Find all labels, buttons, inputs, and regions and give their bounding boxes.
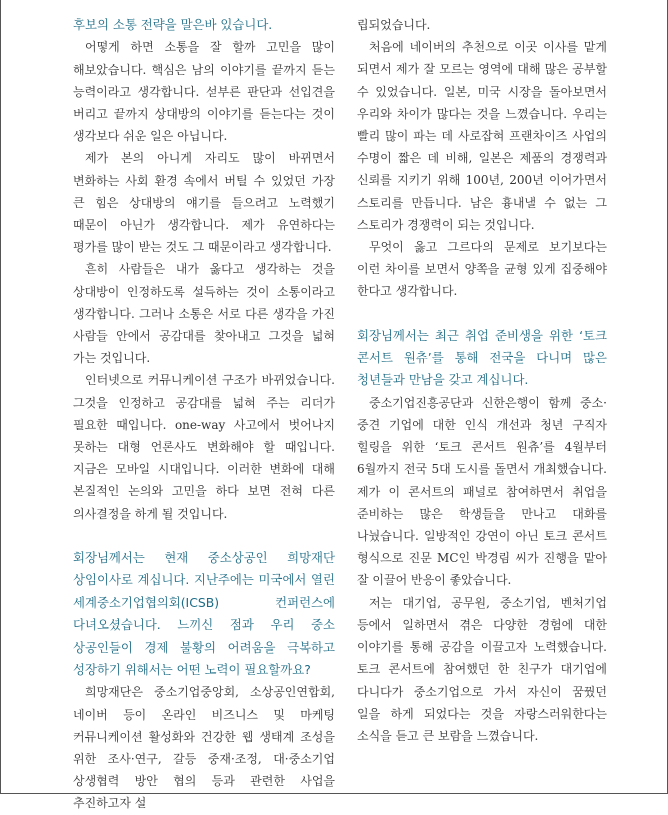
- section-gap: [357, 303, 607, 325]
- section-gap: [73, 525, 335, 547]
- body-paragraph: 희망재단은 중소기업중앙회, 소상공인연합회, 네이버 등이 온라인 비즈니스 및 마케팅 커뮤니케이션 활성화와 건강한 웹 생태계 조성을 위한 조사·연구, 갈등 중재·조정, 대·중소기업 상생협력 방안 협의 등과 관련한 사업을 추진하고자 설: [73, 685, 335, 811]
- interview-question: 회장님께서는 최근 취업 준비생을 위한 ‘토크 콘서트 원츄’를 통해 전국을 다니며 많은 청년들과 만남을 갖고 계십니다.: [357, 327, 607, 388]
- body-paragraph-continuation: 립되었습니다.: [357, 18, 431, 32]
- body-paragraph: 어떻게 하면 소통을 잘 할까 고민을 많이 해보았습니다. 핵심은 남의 이야기를 끝까지 듣는 능력이라고 생각합니다. 섣부른 판단과 선입견을 버리고 끝까지 상대방의 이야기를 듣는다는 것이 생각보다 쉬운 일은 아닙니다.: [73, 40, 335, 144]
- body-paragraph: 제가 본의 아니게 자리도 많이 바뀌면서 변화하는 사회 환경 속에서 버틸 수 있었던 가장 큰 힘은 상대방의 얘기를 들으려고 노력했기 때문이 아닌가 생각합니다. 제가 유연하다는 평가를 많이 받는 것도 그 때문이라고 생각합니다.: [73, 151, 335, 255]
- body-paragraph: 흔히 사람들은 내가 옳다고 생각하는 것을 상대방이 인정하도록 설득하는 것이 소통이라고 생각합니다. 그러나 소통은 서로 다른 생각을 가진 사람들 안에서 공감대를 찾아내고 그것을 넓혀 가는 것입니다.: [73, 262, 335, 366]
- body-paragraph: 인터넷으로 커뮤니케이션 구조가 바뀌었습니다. 그것을 인정하고 공감대를 넓혀 주는 리더가 필요한 때입니다. one-way 사고에서 벗어나지 못하는 대형 언론사도 변화해야 할 때입니다. 지금은 모바일 시대입니다. 이러한 변화에 대해 본질적인 논의와 고민을 하다 보면 전혀 다른 의사결정을 하게 될 것입니다.: [73, 373, 335, 521]
- interview-question: 회장님께서는 현재 중소상공인 희망재단 상임이사로 계십니다. 지난주에는 미국에서 열린 세계중소기업협의회(ICSB) 컨퍼런스에 다녀오셨습니다. 느끼신 점과 우리 중소 상공인들이 경제 불황의 어려움을 극복하고 성장하기 위해서는 어떤 노력이 필요할까요?: [73, 549, 335, 677]
- body-paragraph: 저는 대기업, 공무원, 중소기업, 벤처기업 등에서 일하면서 겪은 다양한 경험에 대한 이야기를 통해 공감을 이끌고자 노력했습니다. 토크 콘서트에 참여했던 한 친구가 대기업에 다니다가 중소기업으로 가서 자신이 꿈꿨던 일을 하게 되었다는 것을 자랑스러워한다는 소식을 듣고 큰 보람을 느꼈습니다.: [357, 595, 607, 743]
- left-column: [73, 14, 335, 815]
- right-column: [357, 14, 607, 747]
- body-paragraph: 중소기업진흥공단과 신한은행이 함께 중소·중견 기업에 대한 인식 개선과 청년 구직자 힐링을 위한 ‘토크 콘서트 원츄’를 4월부터 6월까지 전국 5대 도시를 돌면서 개최했습니다. 제가 이 콘서트의 패널로 참여하면서 취업을 준비하는 많은 학생들을 만나고 대화를 나눴습니다. 일방적인 강연이 아닌 토크 콘서트 형식으로 진문 MC인 박경림 씨가 진행을 맡아 잘 이끌어 반응이 좋았습니다.: [357, 395, 607, 588]
- body-paragraph: 무엇이 옳고 그르다의 문제로 보기보다는 이런 차이를 보면서 양쪽을 균형 있게 집중해야 한다고 생각합니다.: [357, 240, 607, 299]
- body-paragraph: 처음에 네이버의 추천으로 이곳 이사를 맡게 되면서 제가 잘 모르는 영역에 대해 많은 공부할 수 있었습니다. 일본, 미국 시장을 돌아보면서 우리와 차이가 많다는 것을 느꼈습니다. 우리는 빨리 많이 파는 데 사로잡혀 프랜차이즈 사업의 수명이 짧은 데 비해, 일본은 제품의 경쟁력과 신뢰를 지키기 위해 100년, 200년 이어가면서 스토리를 만듭니다. 남은 흉내낼 수 없는 그 스토리가 경쟁력이 되는 것입니다.: [357, 40, 607, 232]
- question-continuation: 후보의 소통 전략을 말은바 있습니다.: [73, 17, 273, 32]
